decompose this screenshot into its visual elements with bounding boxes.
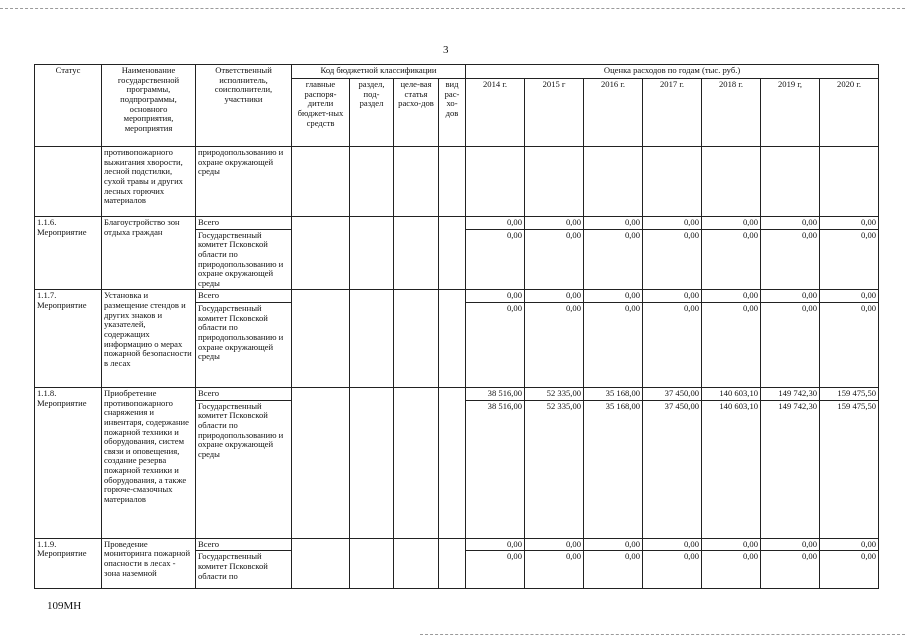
- header-year: 2014 г.: [466, 79, 525, 147]
- continuation-name: противопожарного выжигания хворости, лесной подстилки, сухой травы и других лесных горючих материалов: [102, 147, 196, 217]
- exec-value: 0,00: [702, 229, 761, 290]
- row-total-label: Всего: [196, 290, 292, 303]
- exec-value: 140 603,10: [702, 400, 761, 538]
- total-value: 38 516,00: [466, 388, 525, 401]
- header-budget-sub: главные распоря-дители бюджет-ных средств: [292, 79, 350, 147]
- header-budget-sub: целе-вая статья расхо-дов: [394, 79, 439, 147]
- header-budget-code: Код бюджетной классификации: [292, 65, 466, 79]
- total-value: 149 742,30: [761, 388, 820, 401]
- total-value: 0,00: [525, 217, 584, 230]
- exec-value: 0,00: [525, 551, 584, 589]
- total-value: 0,00: [761, 290, 820, 303]
- header-year: 2020 г.: [820, 79, 879, 147]
- total-value: 0,00: [584, 217, 643, 230]
- continuation-executor: природопользованию и охране окружающей среды: [196, 147, 292, 217]
- row-total-label: Всего: [196, 538, 292, 551]
- row-name: Благоустройство зон отдыха граждан: [102, 217, 196, 290]
- exec-value: 52 335,00: [525, 400, 584, 538]
- row-code: 1.1.8.: [37, 388, 57, 398]
- exec-value: 0,00: [584, 551, 643, 589]
- total-value: 0,00: [702, 217, 761, 230]
- total-value: 0,00: [820, 538, 879, 551]
- total-value: 0,00: [820, 290, 879, 303]
- scan-edge-top: [0, 8, 905, 9]
- header-year: 2016 г.: [584, 79, 643, 147]
- exec-value: 0,00: [525, 303, 584, 388]
- exec-value: 0,00: [702, 303, 761, 388]
- row-total-label: Всего: [196, 388, 292, 401]
- exec-value: 0,00: [643, 303, 702, 388]
- exec-value: 0,00: [702, 551, 761, 589]
- header-name: Наименование государственной программы, подпрограммы, основного мероприятия, мероприятия: [102, 65, 196, 147]
- exec-value: 0,00: [761, 229, 820, 290]
- total-value: 0,00: [820, 217, 879, 230]
- header-budget-sub: вид рас-хо-дов: [439, 79, 466, 147]
- row-status: Мероприятие: [37, 548, 87, 559]
- total-value: 37 450,00: [643, 388, 702, 401]
- row-status: Мероприятие: [37, 397, 87, 408]
- total-value: 0,00: [466, 538, 525, 551]
- exec-value: 0,00: [466, 551, 525, 589]
- exec-value: 0,00: [761, 551, 820, 589]
- row-executor: Государственный комитет Псковской области по природопользованию и охране окружающей среды: [196, 303, 292, 388]
- header-year: 2017 г.: [643, 79, 702, 147]
- row-name: Приобретение противопожарного снаряжения и инвентаря, содержание пожарной техники и оборудования, систем связи и оповещения, создание резерва пожарной техники и оборудования, а также горюче-смазочных материалов: [102, 388, 196, 539]
- exec-value: 0,00: [584, 229, 643, 290]
- exec-value: 0,00: [820, 303, 879, 388]
- total-value: 0,00: [525, 538, 584, 551]
- table-row: [35, 538, 879, 551]
- total-value: 0,00: [702, 538, 761, 551]
- exec-value: 0,00: [643, 551, 702, 589]
- header-year: 2015 г: [525, 79, 584, 147]
- header-budget-sub: раздел, под-раздел: [350, 79, 394, 147]
- total-value: 0,00: [643, 538, 702, 551]
- row-status: Мероприятие: [37, 226, 87, 237]
- exec-value: 0,00: [466, 229, 525, 290]
- header-year: 2019 г,: [761, 79, 820, 147]
- total-value: 0,00: [761, 217, 820, 230]
- row-code: 1.1.7.: [37, 290, 57, 301]
- exec-value: 149 742,30: [761, 400, 820, 538]
- exec-value: 35 168,00: [584, 400, 643, 538]
- expense-table: [34, 64, 879, 589]
- page-number: 3: [443, 44, 449, 56]
- total-value: 140 603,10: [702, 388, 761, 401]
- row-name: Проведение мониторинга пожарной опасности в лесах - зона наземной: [102, 538, 196, 589]
- header-executor: Ответственный исполнитель, соисполнители, участники: [196, 65, 292, 147]
- exec-value: 0,00: [584, 303, 643, 388]
- exec-value: 0,00: [525, 229, 584, 290]
- table-row: [35, 388, 879, 401]
- total-value: 0,00: [525, 290, 584, 303]
- row-executor: Государственный комитет Псковской области по природопользованию и охране окружающей среды: [196, 400, 292, 538]
- row-total-label: Всего: [196, 217, 292, 230]
- exec-value: 38 516,00: [466, 400, 525, 538]
- row-executor: Государственный комитет Псковской области по: [196, 551, 292, 589]
- row-status: Мероприятие: [37, 300, 87, 310]
- header-year: 2018 г.: [702, 79, 761, 147]
- row-name: Установка и размещение стендов и других знаков и указателей, содержащих информацию о мерах пожарной безопасности в лесах: [102, 290, 196, 388]
- table-row: [35, 217, 879, 230]
- footer-code: 109МН: [47, 600, 82, 612]
- exec-value: 0,00: [761, 303, 820, 388]
- header-status: Статус: [35, 65, 102, 147]
- row-executor: Государственный комитет Псковской области по природопользованию и охране окружающей среды: [196, 229, 292, 290]
- total-value: 0,00: [761, 538, 820, 551]
- total-value: 159 475,50: [820, 388, 879, 401]
- total-value: 52 335,00: [525, 388, 584, 401]
- total-value: 0,00: [643, 290, 702, 303]
- table-row-continuation: [35, 147, 879, 217]
- total-value: 0,00: [466, 290, 525, 303]
- row-code: 1.1.9.: [37, 538, 57, 549]
- scan-edge-bottom: [420, 634, 905, 635]
- total-value: 0,00: [584, 290, 643, 303]
- exec-value: 0,00: [820, 551, 879, 589]
- row-code: 1.1.6.: [37, 217, 57, 227]
- header-expenses: Оценка расходов по годам (тыс. руб.): [466, 65, 879, 79]
- exec-value: 0,00: [466, 303, 525, 388]
- total-value: 0,00: [643, 217, 702, 230]
- exec-value: 37 450,00: [643, 400, 702, 538]
- total-value: 0,00: [466, 217, 525, 230]
- exec-value: 0,00: [820, 229, 879, 290]
- total-value: 0,00: [584, 538, 643, 551]
- total-value: 0,00: [702, 290, 761, 303]
- total-value: 35 168,00: [584, 388, 643, 401]
- exec-value: 159 475,50: [820, 400, 879, 538]
- exec-value: 0,00: [643, 229, 702, 290]
- table-row: [35, 290, 879, 303]
